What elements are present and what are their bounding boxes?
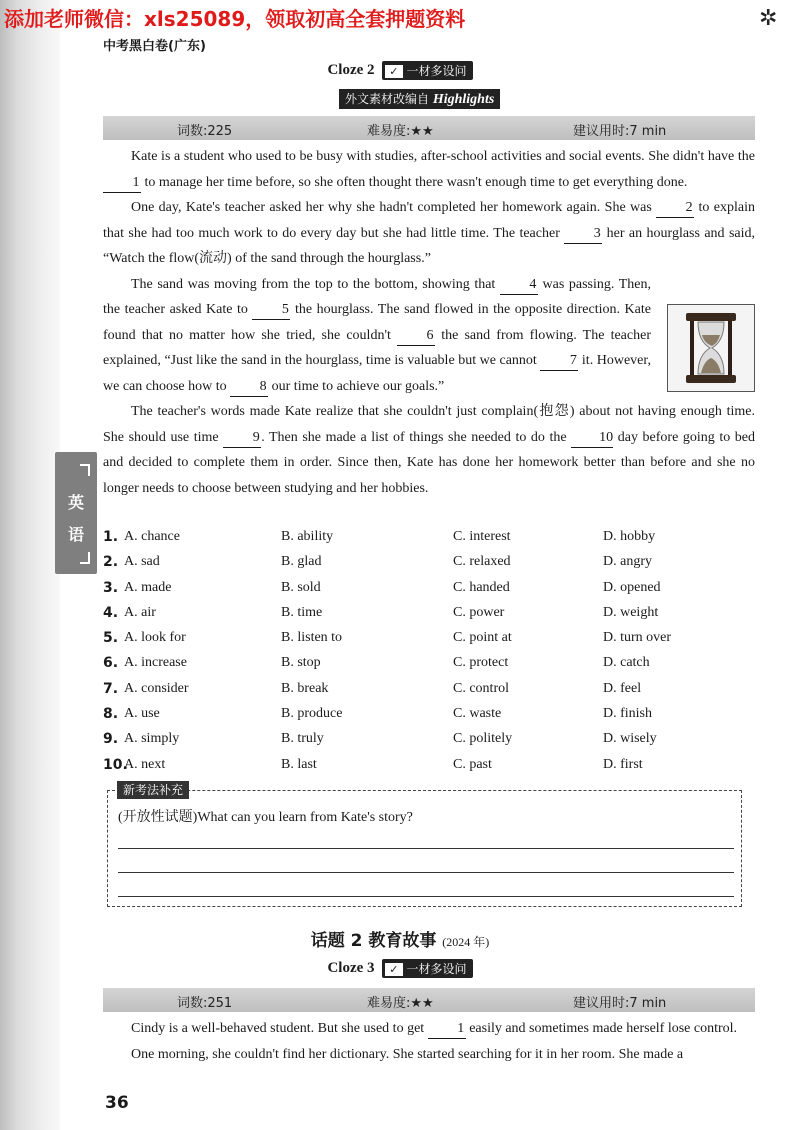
option-row — [103, 578, 755, 603]
cloze2-badge: ✓ 一材多设问 — [382, 61, 472, 80]
cloze3-label: Cloze 3 — [327, 960, 375, 976]
side-tab-char-2: 语 — [67, 525, 84, 544]
question-number: 1. — [103, 529, 119, 545]
suggested-time: 建议用时:7 min — [573, 124, 667, 139]
option-a[interactable]: A. look for — [124, 630, 186, 646]
cloze2-info-bar — [103, 116, 755, 140]
option-a[interactable]: A. chance — [124, 529, 180, 544]
option-c[interactable]: C. interest — [453, 529, 511, 544]
cloze3-info-bar — [103, 988, 755, 1012]
option-row — [103, 603, 755, 628]
option-d[interactable]: D. hobby — [603, 529, 656, 544]
new-question-tag: 新考法补充 — [117, 781, 189, 799]
answer-line[interactable] — [118, 872, 734, 873]
cloze2-title — [0, 61, 800, 80]
option-b[interactable]: B. last — [281, 756, 317, 772]
difficulty: 难易度:★★ — [367, 124, 434, 139]
option-d[interactable]: D. opened — [603, 579, 661, 595]
question-number: 6. — [103, 655, 119, 672]
cloze3-badge: ✓ 一材多设问 — [382, 959, 472, 978]
option-row — [103, 755, 755, 780]
option-c[interactable]: C. waste — [453, 706, 502, 722]
blank-3[interactable]: 3 — [564, 225, 602, 244]
blank-1[interactable]: 1 — [428, 1020, 466, 1039]
watermark-text: 添加老师微信：xls25089，领取初高全套押题资料 — [4, 7, 466, 31]
option-d[interactable]: D. wisely — [603, 731, 657, 747]
question-number: 5. — [103, 630, 119, 647]
suggested-time: 建议用时:7 min — [573, 996, 667, 1011]
option-d[interactable]: D. finish — [603, 706, 652, 722]
cloze3-title — [0, 959, 800, 978]
cloze2-options — [103, 527, 755, 780]
option-d[interactable]: D. turn over — [603, 630, 672, 646]
option-row — [103, 704, 755, 729]
option-d[interactable]: D. weight — [603, 604, 659, 620]
paragraph: Kate is a student who used to be busy with studies, after-school activities and social events. She didn't have the 1 to manage her time before, so she often thought there wasn't enough time to get everything done. — [103, 144, 755, 195]
option-c[interactable]: C. control — [453, 680, 509, 696]
option-c[interactable]: C. protect — [453, 655, 509, 671]
answer-line[interactable] — [118, 848, 734, 849]
option-d[interactable]: D. angry — [603, 554, 652, 570]
paragraph: Cindy is a well-behaved student. But she used to get 1 easily and sometimes made herself lose control. — [103, 1016, 755, 1042]
option-a[interactable]: A. use — [124, 706, 160, 722]
cloze2-passage — [103, 144, 755, 501]
blank-7[interactable]: 7 — [540, 352, 578, 371]
option-c[interactable]: C. relaxed — [453, 554, 511, 570]
option-a[interactable]: A. sad — [124, 554, 160, 570]
blank-6[interactable]: 6 — [397, 327, 435, 346]
question-number: 4. — [103, 604, 119, 621]
blank-9[interactable]: 9 — [223, 429, 261, 448]
word-count: 词数:225 — [177, 124, 233, 139]
option-b[interactable]: B. ability — [281, 529, 334, 544]
new-question-text: (开放性试题)What can you learn from Kate's story? — [118, 810, 413, 825]
option-c[interactable]: C. handed — [453, 579, 510, 595]
paragraph: The teacher's words made Kate realize that she couldn't just complain(抱怨) about not having enough time. She should use time 9 . Then she made a list of things she needed to do the 10 day before going to bed and decided to complete them in order. Since then, Kate has done her homework better than before and she no longer needs to choose between studying and her hobbies. — [103, 404, 756, 496]
subject-side-tab — [55, 452, 97, 574]
cloze3-passage — [103, 1016, 755, 1067]
option-row — [103, 552, 755, 577]
source-label: 外文素材改编自 Highlights — [339, 89, 500, 109]
blank-1[interactable]: 1 — [103, 174, 141, 193]
paragraph: One morning, she couldn't find her dictionary. She started searching for it in her room. She made a — [131, 1046, 684, 1062]
option-d[interactable]: D. catch — [603, 655, 650, 671]
check-icon: ✓ — [385, 963, 402, 976]
option-d[interactable]: D. first — [603, 756, 643, 772]
option-a[interactable]: A. next — [124, 756, 166, 772]
word-count: 词数:251 — [177, 996, 233, 1011]
option-a[interactable]: A. increase — [124, 655, 187, 671]
option-a[interactable]: A. air — [124, 604, 156, 620]
answer-line[interactable] — [118, 896, 734, 897]
option-b[interactable]: B. produce — [281, 706, 343, 722]
question-number: 3. — [103, 579, 119, 596]
book-header: 中考黑白卷(广东) — [103, 39, 206, 54]
option-row — [103, 729, 755, 754]
option-row — [103, 679, 755, 704]
option-a[interactable]: A. consider — [124, 680, 189, 696]
option-c[interactable]: C. past — [453, 756, 492, 772]
blank-2[interactable]: 2 — [656, 199, 694, 218]
option-row — [103, 527, 755, 552]
option-b[interactable]: B. glad — [281, 554, 322, 570]
question-number: 2. — [103, 554, 119, 571]
option-b[interactable]: B. time — [281, 604, 323, 620]
option-a[interactable]: A. made — [124, 579, 172, 595]
side-tab-char-1: 英 — [67, 493, 84, 512]
blank-4[interactable]: 4 — [500, 276, 538, 295]
question-number: 9. — [103, 731, 119, 748]
option-row — [103, 653, 755, 678]
option-c[interactable]: C. power — [453, 604, 505, 620]
option-d[interactable]: D. feel — [603, 680, 642, 696]
paragraph: The sand was moving from the top to the bottom, showing that 4 was passing. Then, the teacher asked Kate to 5 the hourglass. The sand flowed in the opposite direction. Kate found that no matter how she tried, she couldn't 6 the sand from flowing. The teacher explained, “Just like the sand in the hourglass, time is valuable but we cannot 7 it. However, we can choose how to 8 our time to achieve our goals.” — [103, 272, 651, 400]
topic-title: 话题 2 教育故事 (2024 年) — [310, 931, 490, 951]
option-c[interactable]: C. politely — [453, 731, 513, 747]
option-row — [103, 628, 755, 653]
option-a[interactable]: A. simply — [124, 731, 180, 747]
option-b[interactable]: B. listen to — [281, 630, 343, 646]
page-number: 36 — [105, 1093, 129, 1113]
corner-mark: ✲ — [759, 6, 778, 31]
difficulty: 难易度:★★ — [367, 996, 434, 1011]
option-c[interactable]: C. point at — [453, 630, 512, 646]
question-number: 10. — [103, 756, 128, 773]
blank-10[interactable]: 10 — [571, 429, 613, 448]
option-b[interactable]: B. stop — [281, 655, 321, 671]
hourglass-icon — [668, 305, 754, 391]
check-icon: ✓ — [385, 65, 402, 78]
option-b[interactable]: B. break — [281, 680, 329, 696]
blank-8[interactable]: 8 — [230, 378, 268, 397]
paragraph: One day, Kate's teacher asked her why she hadn't completed her homework again. She was 2 to explain that she had too much work to do every day but she had little time. The teacher 3 her an hourglass and said, “Watch the flow(流动) of the sand through the hourglass.” — [103, 200, 756, 266]
question-number: 7. — [103, 680, 119, 697]
option-b[interactable]: B. truly — [281, 731, 324, 747]
question-number: 8. — [103, 706, 119, 723]
blank-5[interactable]: 5 — [252, 301, 290, 320]
cloze2-label: Cloze 2 — [327, 62, 375, 78]
hourglass-image — [667, 304, 755, 392]
option-b[interactable]: B. sold — [281, 579, 321, 595]
